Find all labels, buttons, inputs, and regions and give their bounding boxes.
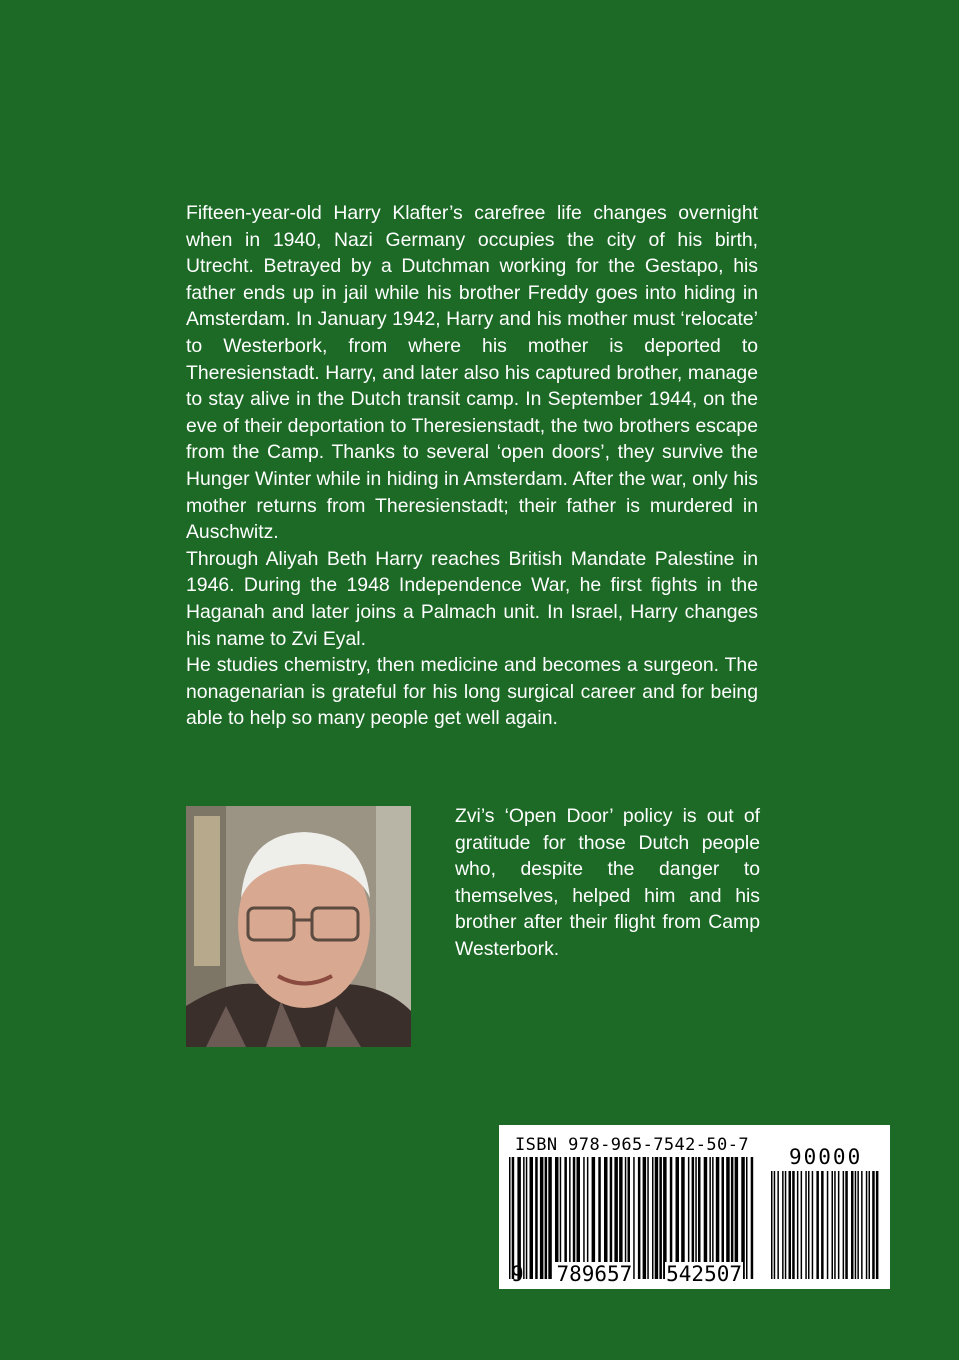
ean-right-group: 542507 (666, 1262, 742, 1286)
barcode-bar (816, 1171, 819, 1279)
blurb-paragraph-3: He studies chemistry, then medicine and becomes a surgeon. The nonagenarian is grateful for his long surgical career and for being able to help so many people get well again. (186, 654, 758, 730)
barcode-bar (792, 1171, 795, 1279)
barcode-bar (827, 1171, 829, 1279)
isbn-label: ISBN 978-965-7542-50-7 (515, 1135, 749, 1155)
barcode-bar (628, 1157, 631, 1279)
barcode-bar (704, 1157, 708, 1279)
barcode-bar (676, 1157, 680, 1279)
blurb-paragraph-1: Fifteen-year-old Harry Klafter’s carefree life changes overnight when in 1940, Nazi Germany occupies the city of his birth, Utrecht. Betrayed by a Dutchman working for the Gestapo, his father ends up in jail while his brother Freddy goes into hiding in Amsterdam. In January 1942, Harry and his mother must ‘relocate’ to Westerbork, from where his mother is deported to Theresienstadt. Harry, and later also his captured brother, manage to stay alive in the Dutch transit camp. In September 1944, on the eve of their deportation to Theresienstadt, the two brothers escape from the Camp. Thanks to several ‘open doors’, they survive the Hunger Winter while in hiding in Amsterdam. After the war, only his mother returns from Theresienstadt; their father is murdered in Auschwitz. (186, 202, 758, 544)
barcode-bar (535, 1157, 538, 1279)
barcode-bar (610, 1157, 613, 1279)
blurb-paragraph-2: Through Aliyah Beth Harry reaches British Mandate Palestine in 1946. During the 1948 Independence War, he first fights in the Haganah and later joins a Palmach unit. In Israel, Harry changes his name to Zvi Eyal. (186, 547, 758, 650)
ean-barcode-bars (509, 1157, 755, 1279)
barcode-bar (688, 1157, 690, 1279)
barcode-bar (604, 1157, 608, 1279)
barcode-bar (633, 1157, 635, 1279)
barcode-bar (821, 1171, 824, 1279)
barcode-bar (857, 1171, 859, 1279)
barcode-bar (834, 1171, 836, 1279)
barcode-bar (530, 1157, 534, 1279)
barcode-bar (741, 1157, 745, 1279)
barcode-bar (751, 1157, 754, 1279)
barcode-bar (789, 1171, 792, 1279)
barcode-bar (726, 1157, 730, 1279)
barcode-bar (652, 1157, 654, 1279)
barcode-bar (746, 1157, 748, 1279)
barcode-bar (832, 1171, 834, 1279)
barcode-bar (692, 1157, 695, 1279)
barcode-bar (598, 1157, 601, 1279)
barcode-bar (805, 1171, 807, 1279)
barcode-bar (587, 1157, 589, 1279)
caption-text: Zvi’s ‘Open Door’ policy is out of gratitude for those Dutch people who, despite the danger to themselves, helped him and his brother after their flight from Camp Westerbork. (455, 805, 760, 960)
barcode-bar (808, 1171, 810, 1279)
barcode-bar (869, 1171, 871, 1279)
barcode-bar (509, 1157, 511, 1279)
barcode-bar (731, 1157, 734, 1279)
barcode-bar (625, 1157, 627, 1279)
barcode-bar (716, 1157, 720, 1279)
barcode-bar (771, 1171, 773, 1279)
barcode-bar (722, 1157, 725, 1279)
barcode-bar (659, 1157, 662, 1279)
barcode-bar (655, 1157, 659, 1279)
barcode-bar (876, 1171, 879, 1279)
barcode-bar (785, 1171, 787, 1279)
barcode-bar (526, 1157, 528, 1279)
barcode-bar (638, 1157, 641, 1279)
barcode-bar (855, 1171, 857, 1279)
ean-first-digit: 9 (511, 1262, 524, 1286)
barcode-bar (614, 1157, 618, 1279)
barcode-bar (569, 1157, 571, 1279)
barcode-bar (512, 1157, 515, 1279)
barcode-bar (872, 1171, 875, 1279)
barcode-bar (573, 1157, 576, 1279)
barcode-bar (560, 1157, 562, 1279)
barcode-bar (801, 1171, 803, 1279)
barcode-bar (812, 1171, 814, 1279)
barcode-bar (619, 1157, 623, 1279)
ean-left-group: 789657 (556, 1262, 633, 1286)
barcode-bar (545, 1157, 548, 1279)
barcode-bar (777, 1171, 779, 1279)
author-photo (186, 806, 411, 1047)
isbn-barcode (499, 1125, 890, 1289)
barcode-bar (670, 1157, 673, 1279)
barcode-bar (782, 1171, 784, 1279)
addon-barcode-bars (771, 1171, 881, 1279)
barcode-bar (861, 1171, 863, 1279)
barcode-bar (583, 1157, 585, 1279)
barcode-bar (548, 1157, 552, 1279)
barcode-bar (735, 1157, 739, 1279)
barcode-bar (797, 1171, 799, 1279)
barcode-bar (647, 1157, 649, 1279)
ean-digits (511, 1262, 743, 1286)
barcode-bar (663, 1157, 667, 1279)
barcode-bar (592, 1157, 596, 1279)
barcode-bar (838, 1171, 840, 1279)
barcode-bar (709, 1157, 711, 1279)
photo-caption (455, 803, 760, 963)
barcode-bar (695, 1157, 697, 1279)
barcode-bar (564, 1157, 567, 1279)
addon-digits: 90000 (789, 1145, 863, 1169)
barcode-bar (712, 1157, 714, 1279)
barcode-bar (577, 1157, 581, 1279)
barcode-bar (866, 1171, 868, 1279)
blurb-text (186, 200, 758, 732)
barcode-bar (523, 1157, 525, 1279)
barcode-bar (555, 1157, 559, 1279)
barcode-bar (698, 1157, 701, 1279)
barcode-bar (774, 1171, 776, 1279)
barcode-bar (681, 1157, 685, 1279)
barcode-bar (845, 1171, 848, 1279)
barcode-bar (540, 1157, 544, 1279)
barcode-bar (517, 1157, 521, 1279)
barcode-bar (643, 1157, 647, 1279)
barcode-bar (851, 1171, 854, 1279)
barcode-bar (843, 1171, 845, 1279)
